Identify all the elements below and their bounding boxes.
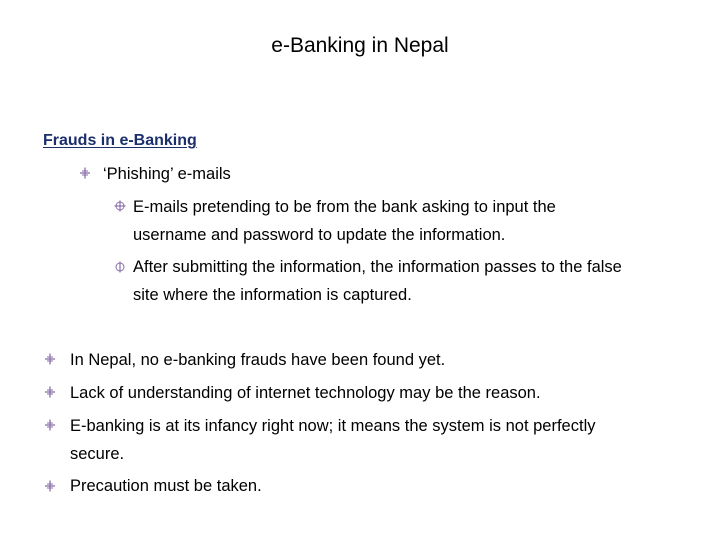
sub-heading: ‘Phishing’ e-mails [103,165,231,183]
cross-bullet-icon [114,200,126,212]
slide-title: e-Banking in Nepal [271,34,449,57]
sub-point-line: E-mails pretending to be from the bank asking to input the [133,198,556,216]
sub-point-line: After submitting the information, the information passes to the false [133,258,622,276]
sub-point-line: username and password to update the information. [133,226,506,244]
cross-bullet-icon [44,480,56,492]
point-line: E-banking is at its infancy right now; it means the system is not perfectly [70,417,596,435]
point-line: secure. [70,445,125,463]
point-line: In Nepal, no e-banking frauds have been found yet. [70,351,446,369]
point-line: Precaution must be taken. [70,477,262,495]
circle-bullet-icon [114,261,126,273]
cross-bullet-icon [44,419,56,431]
sub-point-line: site where the information is captured. [133,286,412,304]
point-line: Lack of understanding of internet technology may be the reason. [70,384,541,402]
section-heading: Frauds in e-Banking [43,132,197,149]
cross-bullet-icon [44,386,56,398]
cross-bullet-icon [79,167,91,179]
cross-bullet-icon [44,353,56,365]
